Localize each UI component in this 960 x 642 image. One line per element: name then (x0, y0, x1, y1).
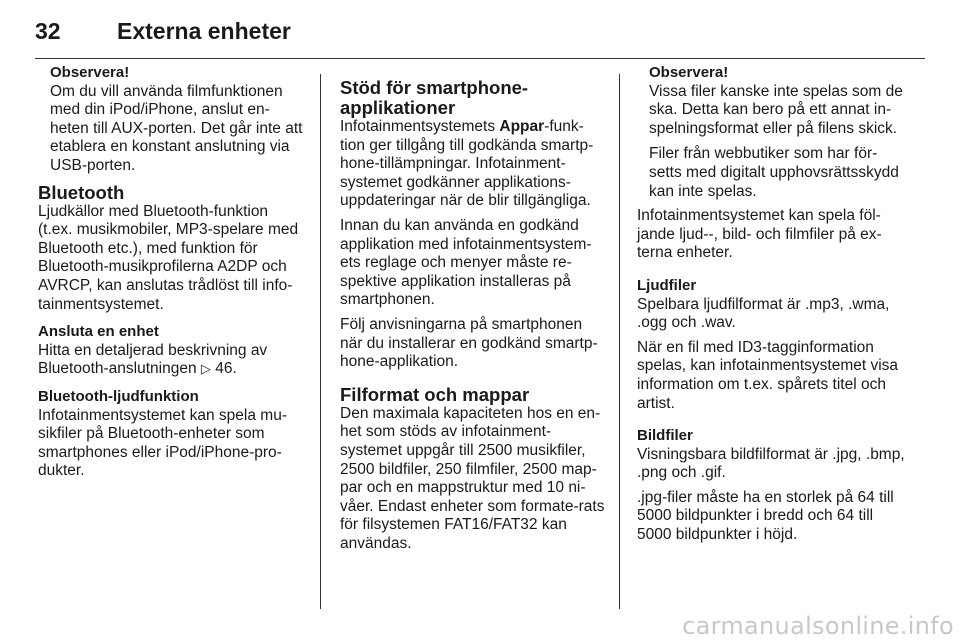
intro-text: Infotainmentsystemet kan spela föl-jande ljud--, bild- och filmfiler på ex-terna enheter. (637, 207, 882, 262)
column-divider-2 (619, 74, 620, 609)
smartphone-text (340, 118, 606, 211)
bluetooth-text: Ljudkällor med Bluetooth-funktion (t.ex. musikmobiler, MP3-spelare med Bluetooth etc.), med funktion för Bluetooth-musikprofilerna A2DP och AVRCP, kan anslutas trådlöst till info-tainmentsystemet. (38, 202, 299, 313)
note-text: Om du vill använda filmfunktionen med din iPod/iPhone, anslut en-heten till AUX-porten. Det går inte att etablera en konstant anslutning via USB-porten. (50, 82, 303, 174)
fileformat-heading: Filformat och mappar (340, 383, 530, 405)
page-number: 32 (35, 18, 61, 44)
note-text-2b: Filer från webbutiker som har för-setts med digitalt upphovsrättsskydd kan inte spelas. (649, 145, 899, 200)
connect-text (38, 342, 304, 379)
audio-para-2: När en fil med ID3-tagginformation spelas, kan infotainmentsystemet visa information om t.ex. spårets titel och artist. (637, 338, 899, 412)
page-title: Externa enheter (117, 18, 291, 44)
note-text-2a: Vissa filer kanske inte spelas som de ska. Detta kan bero på ett annat in-spelningsformat eller på filens skick. (649, 82, 903, 137)
header-divider (35, 58, 925, 59)
column-3 (637, 64, 907, 545)
connect-ref[interactable]: 46. (215, 360, 237, 378)
watermark: carmanualsonline.info (682, 612, 954, 640)
page-ref-arrow-icon: ▷ (200, 361, 211, 377)
apps-label: Appar (499, 118, 545, 135)
column-1 (38, 64, 304, 481)
note-box (38, 64, 304, 176)
smartphone-heading: Stöd för smartphone-applikationer (340, 77, 529, 118)
connect-heading: Ansluta en enhet (38, 323, 159, 341)
image-text: Visningsbara bildfilformat är .jpg, .bmp, .png och .gif. (637, 445, 905, 482)
bluetooth-heading: Bluetooth (38, 181, 125, 203)
audio-text: Spelbara ljudfilformat är .mp3, .wma, .ogg och .wav. (637, 295, 890, 332)
note-title: Observera! (50, 64, 130, 81)
smartphone-text-post: -funk-tion ger tillgång till godkända smartp-hone-tillämpningar. Infotainment-systemet godkänner applikations-uppdateringar när de blir tillgängliga. (340, 118, 594, 210)
fileformat-text: Den maximala kapaciteten hos en en-het som stöds av infotainment-systemet uppgår till 2500 musikfiler, 2500 bildfiler, 250 filmfiler, 2500 map-par och en mappstruktur med 10 ni-våer. Endast enheter som formate-rats för filsystemen FAT16/FAT32 kan användas. (340, 404, 605, 552)
column-divider-1 (320, 74, 321, 609)
image-heading: Bildfiler (637, 427, 693, 445)
connect-text-body: Hitta en detaljerad beskrivning av Bluetooth-anslutningen (38, 341, 268, 378)
smartphone-para-2: Innan du kan använda en godkänd applikation med infotainmentsystem-ets reglage och menyer måste re-spektive applikation installeras på smartphonen. (340, 216, 592, 309)
page-header (35, 14, 925, 54)
smartphone-text-pre: Infotainmentsystemets (340, 118, 500, 135)
audio-heading: Ljudfiler (637, 276, 697, 294)
function-text: Infotainmentsystemet kan spela mu-sikfiler på Bluetooth-enheter som smartphones eller iPod/iPhone-pro-dukter. (38, 406, 287, 480)
column-2 (340, 64, 606, 553)
note-box-2 (637, 64, 907, 201)
image-para-2: .jpg-filer måste ha en storlek på 64 till 5000 bildpunkter i bredd och 64 till 5000 bildpunkter i höjd. (637, 488, 894, 544)
function-heading: Bluetooth-ljudfunktion (38, 387, 199, 405)
smartphone-para-3: Följ anvisningarna på smartphonen när du installerar en godkänd smartp-hone-applikation. (340, 315, 598, 371)
note-title-2: Observera! (649, 64, 729, 81)
